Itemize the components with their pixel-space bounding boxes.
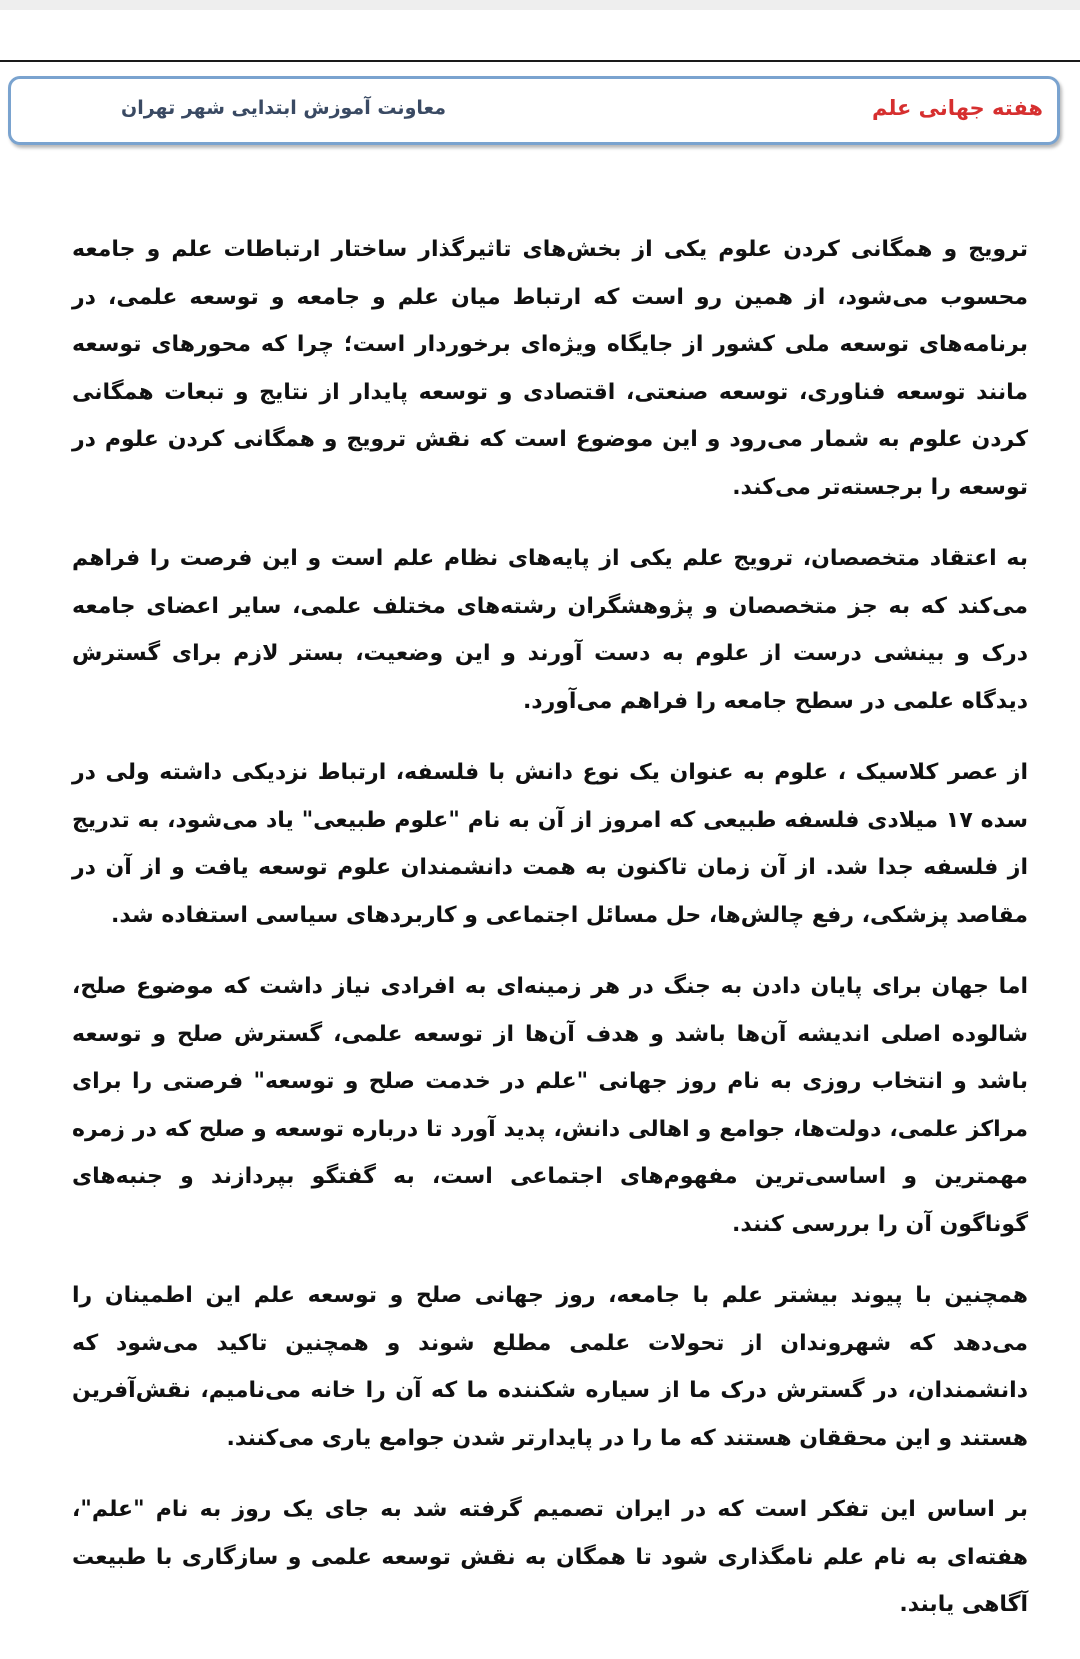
paragraph-2: به اعتقاد متخصصان، ترویج علم یکی از پایه‌های نظام علم است و این فرصت را فراهم می‌کند که به جز متخصصان و پژوهشگران رشته‌های مختلف علمی، سایر اعضای جامعه درک و بینشی درست از علوم به دست آورند و این وضعیت، بستر لازم برای گسترش دیدگاه علمی در سطح جامعه را فراهم می‌آورد.	[72, 546, 1028, 714]
top-divider	[0, 60, 1080, 62]
paragraph-1: ترویج و همگانی کردن علوم یکی از بخش‌های تاثیرگذار ساختار ارتباطات علم و جامعه محسوب می‌شود، از همین رو است که ارتباط میان علم و جامعه و توسعه علمی، در برنامه‌های توسعه ملی کشور از جایگاه ویژه‌ای برخوردار است؛ چرا که محورهای توسعه مانند توسعه فناوری، توسعه صنعتی، اقتصادی و توسعه پایدار از نتایج و تبعات همگانی کردن علوم به شمار می‌رود و این موضوع است که نقش ترویج و همگانی کردن علوم در توسعه را برجسته‌تر می‌کند.	[72, 237, 1028, 500]
paragraph-6: بر اساس این تفکر است که در ایران تصمیم گرفته شد به جای یک روز به نام "علم"، هفته‌ای به نام علم نامگذاری شود تا همگان به نقش توسعه علمی و سازگاری با طبیعت آگاهی یابند.	[72, 1497, 1028, 1617]
top-strip	[0, 0, 1080, 10]
paragraph-3: از عصر کلاسیک ، علوم به عنوان یک نوع دانش با فلسفه، ارتباط نزدیکی داشته ولی در سده ۱۷ میلادی فلسفه طبیعی که امروز از آن به نام "علوم طبیعی" یاد می‌شود، به تدریج از فلسفه جدا شد. از آن زمان تاکنون به همت دانشمندان علوم توسعه یافت و از آن در مقاصد پزشکی، رفع چالش‌ها، حل مسائل اجتماعی و کاربردهای سیاسی استفاده شد.	[72, 760, 1028, 928]
header-subtitle: معاونت آموزش ابتدایی شهر تهران	[121, 96, 447, 119]
paragraph-5: همچنین با پیوند بیشتر علم با جامعه، روز جهانی صلح و توسعه علم این اطمینان را می‌دهد که شهروندان از تحولات علمی مطلع شوند و همچنین تاکید می‌شود که دانشمندان، در گسترش درک ما از سیاره شکننده ما که آن را خانه می‌نامیم، نقش‌آفرین هستند و این محققان هستند که ما را در پایدارتر شدن جوامع یاری می‌کنند.	[72, 1283, 1028, 1451]
header-title: هفته جهانی علم	[871, 95, 1043, 120]
article-body	[72, 226, 1028, 1653]
paragraph-4: اما جهان برای پایان دادن به جنگ در هر زمینه‌ای به افرادی نیاز داشت که موضوع صلح، شالوده اصلی اندیشه آن‌ها باشد و هدف آن‌ها از توسعه علمی، گسترش صلح و توسعه باشد و انتخاب روزی به نام روز جهانی "علم در خدمت صلح و توسعه" فرصتی را برای مراکز علمی، دولت‌ها، جوامع و اهالی دانش، پدید آورد تا درباره توسعه و صلح که در زمره مهمترین و اساسی‌ترین مفهوم‌های اجتماعی است، به گفتگو بپردازند و جنبه‌های گوناگون آن را بررسی کنند.	[72, 974, 1028, 1237]
header-box	[8, 76, 1060, 145]
